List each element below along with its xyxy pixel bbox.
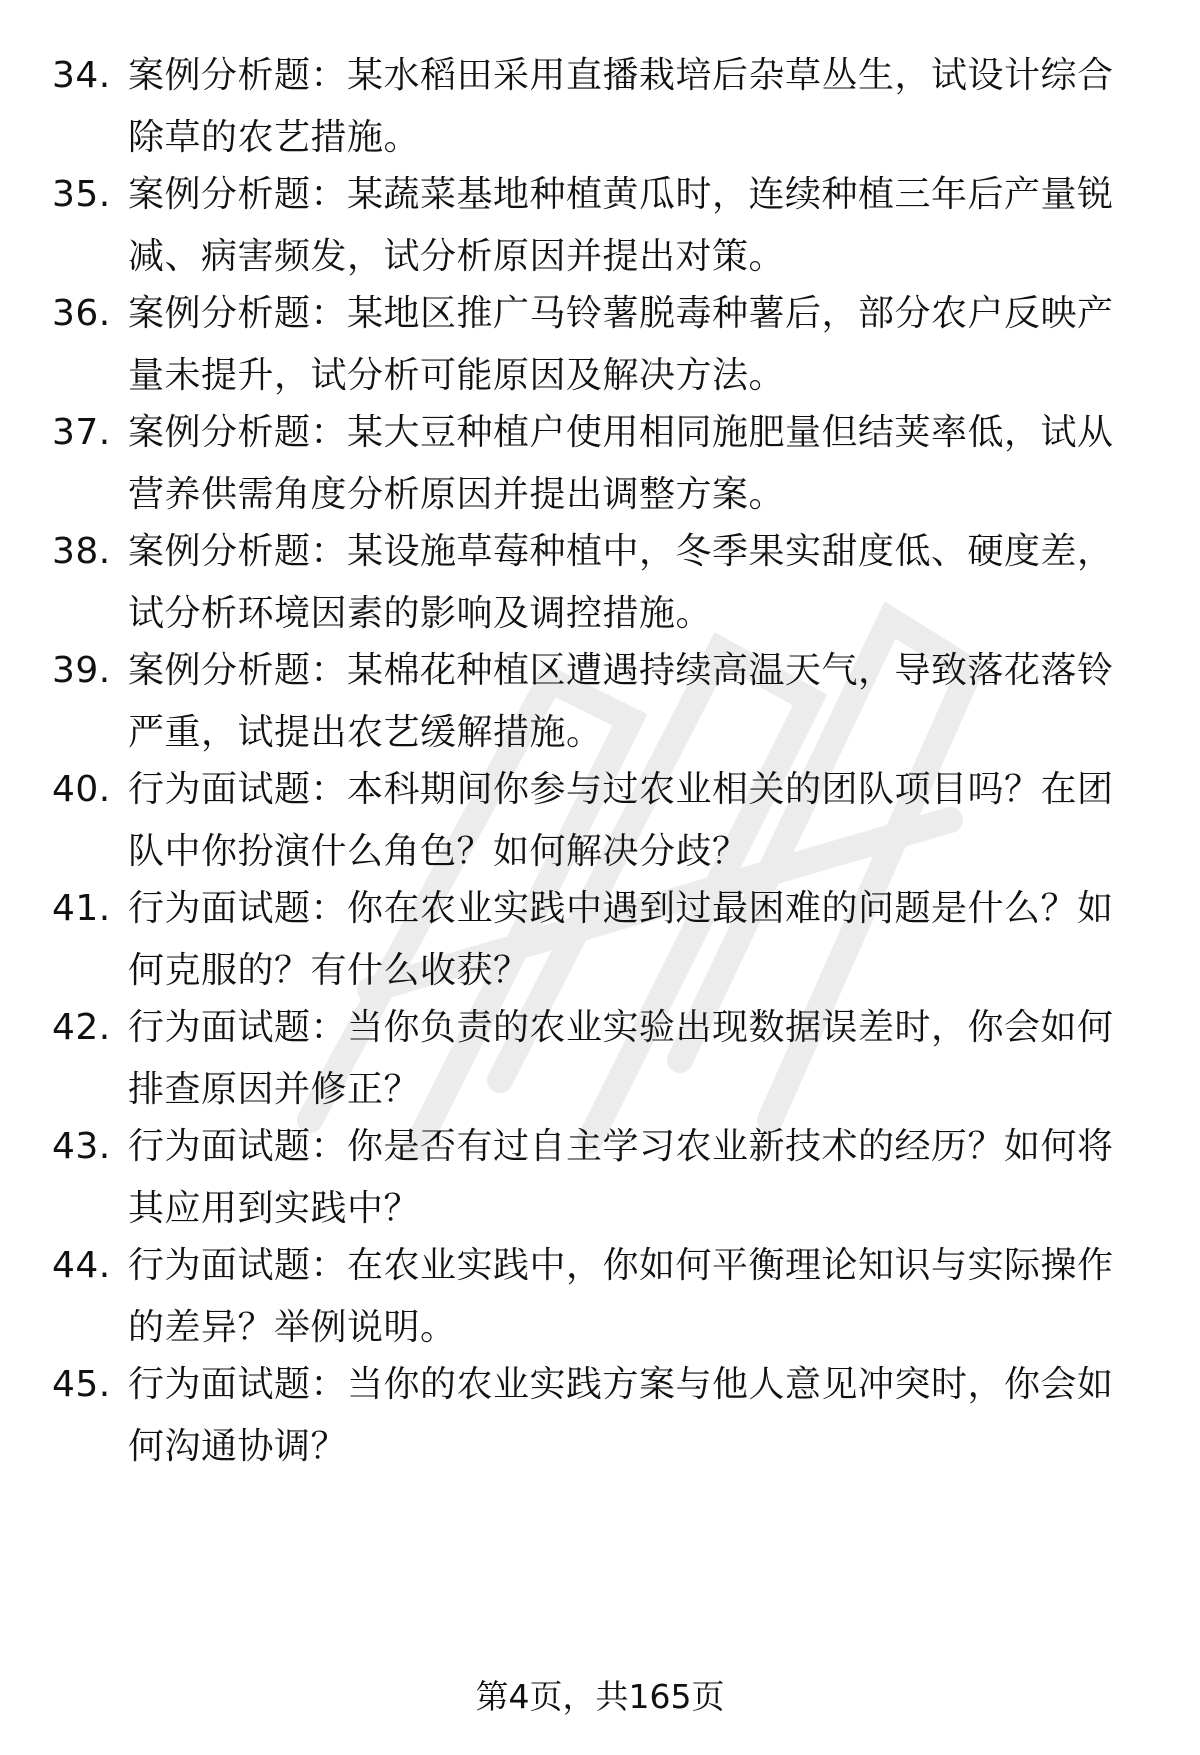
question-number: 41. xyxy=(52,888,111,929)
question-number: 40. xyxy=(52,769,111,810)
question-item xyxy=(0,283,1200,403)
question-item xyxy=(0,1235,1200,1355)
question-item xyxy=(0,997,1200,1117)
question-item xyxy=(0,45,1200,165)
question-number: 45. xyxy=(52,1364,111,1405)
page-footer xyxy=(0,1672,1200,1722)
question-text: 行为面试题：你是否有过自主学习农业新技术的经历？如何将其应用到实践中？ xyxy=(128,1126,1114,1229)
question-text: 行为面试题：在农业实践中，你如何平衡理论知识与实际操作的差异？举例说明。 xyxy=(128,1245,1114,1348)
question-text: 行为面试题：你在农业实践中遇到过最困难的问题是什么？如何克服的？有什么收获？ xyxy=(128,888,1114,991)
question-number: 44. xyxy=(52,1245,111,1286)
question-item xyxy=(0,759,1200,879)
question-number: 36. xyxy=(52,293,111,334)
question-number: 37. xyxy=(52,412,111,453)
question-item xyxy=(0,402,1200,522)
question-number: 39. xyxy=(52,650,111,691)
question-number: 34. xyxy=(52,55,111,96)
question-text: 案例分析题：某地区推广马铃薯脱毒种薯后，部分农户反映产量未提升，试分析可能原因及解决方法。 xyxy=(128,293,1114,396)
question-text: 行为面试题：当你负责的农业实验出现数据误差时，你会如何排查原因并修正？ xyxy=(128,1007,1114,1110)
question-item xyxy=(0,1116,1200,1236)
question-number: 42. xyxy=(52,1007,111,1048)
question-item xyxy=(0,878,1200,998)
page-indicator: 第4页，共165页 xyxy=(475,1677,725,1716)
question-text: 案例分析题：某棉花种植区遭遇持续高温天气，导致落花落铃严重，试提出农艺缓解措施。 xyxy=(128,650,1114,753)
question-item xyxy=(0,521,1200,641)
question-text: 案例分析题：某水稻田采用直播栽培后杂草丛生，试设计综合除草的农艺措施。 xyxy=(128,55,1114,158)
question-text: 案例分析题：某大豆种植户使用相同施肥量但结荚率低，试从营养供需角度分析原因并提出调整方案。 xyxy=(128,412,1114,515)
question-number: 35. xyxy=(52,174,111,215)
question-item xyxy=(0,1354,1200,1474)
question-number: 38. xyxy=(52,531,111,572)
question-text: 行为面试题：当你的农业实践方案与他人意见冲突时，你会如何沟通协调？ xyxy=(128,1364,1114,1467)
question-item xyxy=(0,164,1200,284)
question-number: 43. xyxy=(52,1126,111,1167)
question-text: 案例分析题：某设施草莓种植中，冬季果实甜度低、硬度差，试分析环境因素的影响及调控措施。 xyxy=(128,531,1114,634)
question-text: 案例分析题：某蔬菜基地种植黄瓜时，连续种植三年后产量锐减、病害频发，试分析原因并提出对策。 xyxy=(128,174,1114,277)
question-text: 行为面试题：本科期间你参与过农业相关的团队项目吗？在团队中你扮演什么角色？如何解决分歧？ xyxy=(128,769,1114,872)
question-item xyxy=(0,640,1200,760)
